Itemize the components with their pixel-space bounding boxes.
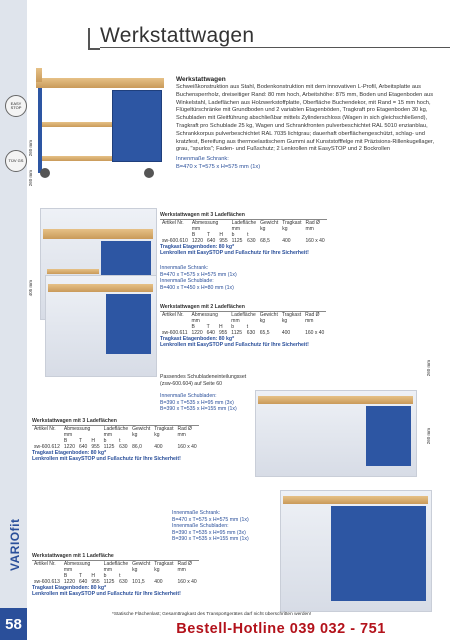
drawer-cabinet-image	[366, 406, 411, 466]
section-note: Tragkast Etagenboden: 80 kg*	[160, 335, 235, 342]
brand-logo: VARIOfit	[8, 518, 22, 572]
section-4-extra: Innenmaße Schrank: B=470 x T=575 x H=575 mm (1x) Innenmaße Schubladen: B=390 x T=535 x H=95 mm (3x) B=390 x T=535 x H=155 mm (1x)	[172, 510, 249, 543]
description-text: Schweißkonstruktion aus Stahl, Bodenkonstruktion mit dem innovativen L-Profil, Arbeitsplatte aus Buchensperrholz, dreiseitiger Rand: 80 mm hoch, Arbeitshöhe: 875 mm, Boden und Etagenboden aus Winkelstahl, Ladeflächen aus Holzwerkstoffplatte, Oberfläche Buchendekor, mit Rand = 15 mm hoch, Flügeltürschränke mit Grundboden und 2 variablen Etagenböden, Tragkraft pro Etagenboden 30 kg, Schubladen mit Gleitführung abschließbar mittels Zylinderschloss (Wagen in sich gleichschließend), Tragkraft pro Schublade 25 kg, Wagen und Schrankfronten pulverbeschichtet RAL 5010 enzianblau, Schrankkorpus pulverbeschichtet RAL 7035 lichtgrau; dauerhaft oberflächengeschützt, schlag- und kratzfest, Bereifung aus thermoelastischem Gummi auf Kunststofffelge mit Präzisions-Rillenkugellager, grau, "spurlos"; Faden- und Fußschutz; 2 Lenkrollen mit EasySTOP und 2 Bockrollen Innenmaße Schrank: B=470 x T=575 x H=575 mm (1x)	[176, 84, 446, 172]
description-heading: Werkstattwagen	[176, 76, 226, 83]
section-heading: Werkstattwagen mit 2 Ladeflächen	[160, 304, 245, 310]
section-2	[160, 304, 448, 349]
section-note: Tragkast Etagenboden: 80 kg*	[160, 243, 235, 250]
section-heading: Werkstattwagen mit 3 Ladeflächen	[160, 212, 245, 218]
tuev-gs-badge-icon: TÜV GS	[5, 150, 27, 172]
shelf-image	[47, 269, 99, 274]
dimension-label: 405 mm	[28, 280, 33, 297]
worktop-image	[258, 396, 413, 404]
section-3-extra: Innenmaße Schubladen: B=390 x T=535 x H=95 mm (3x) B=390 x T=535 x H=155 mm (1x)	[160, 393, 237, 413]
section-heading: Werkstattwagen mit 1 Ladefläche	[32, 553, 114, 559]
cabinet-image	[331, 506, 426, 601]
wheel-icon	[40, 168, 50, 178]
wheel-icon	[144, 168, 154, 178]
worktop-image	[283, 496, 428, 504]
cabinet-image	[112, 90, 162, 162]
table-row: sw-600.611 1220 640 955 1125 630 65,5 400 160 x 40	[162, 329, 325, 336]
product-image-4	[255, 390, 417, 477]
section-heading: Werkstattwagen mit 3 Ladeflächen	[32, 418, 117, 424]
worktop-edge	[36, 68, 42, 82]
cabinet-image	[106, 294, 151, 354]
spec-table-4: Artikel Nr. Abmessung Ladefläche Gewicht Tragkast Rad Ø mm mm kg kg mm B T H b t sw-600.613 1220 640 955 1125 630 101,5 400 160 x 40	[34, 560, 197, 585]
worktop-image	[48, 284, 153, 292]
product-image-1	[32, 60, 170, 185]
easystop-badge-icon: EASY STOP	[5, 95, 27, 117]
page-title: Werkstattwagen	[100, 24, 255, 47]
section-1	[160, 212, 448, 257]
product-image-5	[280, 490, 432, 612]
title-divider	[100, 47, 450, 48]
product-image-3	[45, 275, 157, 377]
spec-table-3: Artikel Nr. Abmessung Ladefläche Gewicht Tragkast Rad Ø mm mm kg kg mm B T H b t sw-600.612 1220 640 955 1125 630 86,0 400 160 x 40	[34, 425, 197, 450]
accessory-note: Passendes Schubladeneinteilungsset (zsw-600.604) auf Seite 60	[160, 374, 247, 387]
table-row: sw-600.610 1220 640 955 1125 630 68,5 400 160 x 40	[162, 237, 325, 244]
section-1-extra: Innenmaße Schrank: B=470 x T=575 x H=575 mm (1x) Innenmaße Schublade: B=400 x T=450 x H=80 mm (1x)	[160, 265, 237, 291]
inner-dims-value: B=470 x T=575 x H=575 mm (1x)	[176, 163, 261, 170]
table-row: sw-600.613 1220 640 955 1125 630 101,5 400 160 x 40	[34, 578, 197, 585]
shelf-image	[42, 156, 112, 161]
section-note: Lenkrollen mit EasySTOP und Fußschutz für Ihre Sicherheit!	[32, 591, 181, 598]
inner-dims-title: Innenmaße Schrank:	[176, 156, 229, 163]
section-note: Tragkast Etagenboden: 80 kg*	[32, 449, 107, 456]
dimension-label: 260 mm	[28, 140, 33, 157]
hotline-banner: Bestell-Hotline 039 032 - 751	[176, 621, 386, 637]
page-number: 58	[0, 608, 27, 640]
section-note: Lenkrollen mit EasySTOP und Fußschutz für Ihre Sicherheit!	[32, 456, 181, 463]
shelf-image	[42, 122, 112, 127]
dimension-label: 260 mm	[426, 428, 431, 445]
table-row: sw-600.612 1220 640 955 1125 630 86,0 400 160 x 40	[34, 443, 197, 450]
worktop-image	[36, 78, 164, 88]
spec-table-1: Artikel Nr. Abmessung Ladefläche Gewicht Tragkast Rad Ø mm mm kg kg mm B T H b t sw-600.610 1220 640 955 1125 630 68,5 400 160 x 40	[162, 219, 325, 244]
dimension-label: 260 mm	[28, 170, 33, 187]
title-bracket	[88, 28, 100, 50]
section-3	[32, 418, 247, 463]
worktop-image	[43, 229, 153, 239]
dimension-label: 260 mm	[426, 360, 431, 377]
section-4	[32, 553, 272, 598]
section-note: Lenkrollen mit EasySTOP und Fußschutz für Ihre Sicherheit!	[160, 342, 309, 349]
spec-table-2: Artikel Nr. Abmessung Ladefläche Gewicht Tragkast Rad Ø mm mm kg kg mm B T H b t sw-600.611 1220 640 955 1125 630 65,5 400 160 x 40	[162, 311, 325, 336]
section-note: Tragkast Etagenboden: 80 kg*	[32, 584, 107, 591]
footnote: *Statische Flächenlast; Gesamttragkast des Transportgerätes darf nicht überschritten werden!	[112, 612, 312, 617]
section-note: Lenkrollen mit EasySTOP und Fußschutz für Ihre Sicherheit!	[160, 250, 309, 257]
